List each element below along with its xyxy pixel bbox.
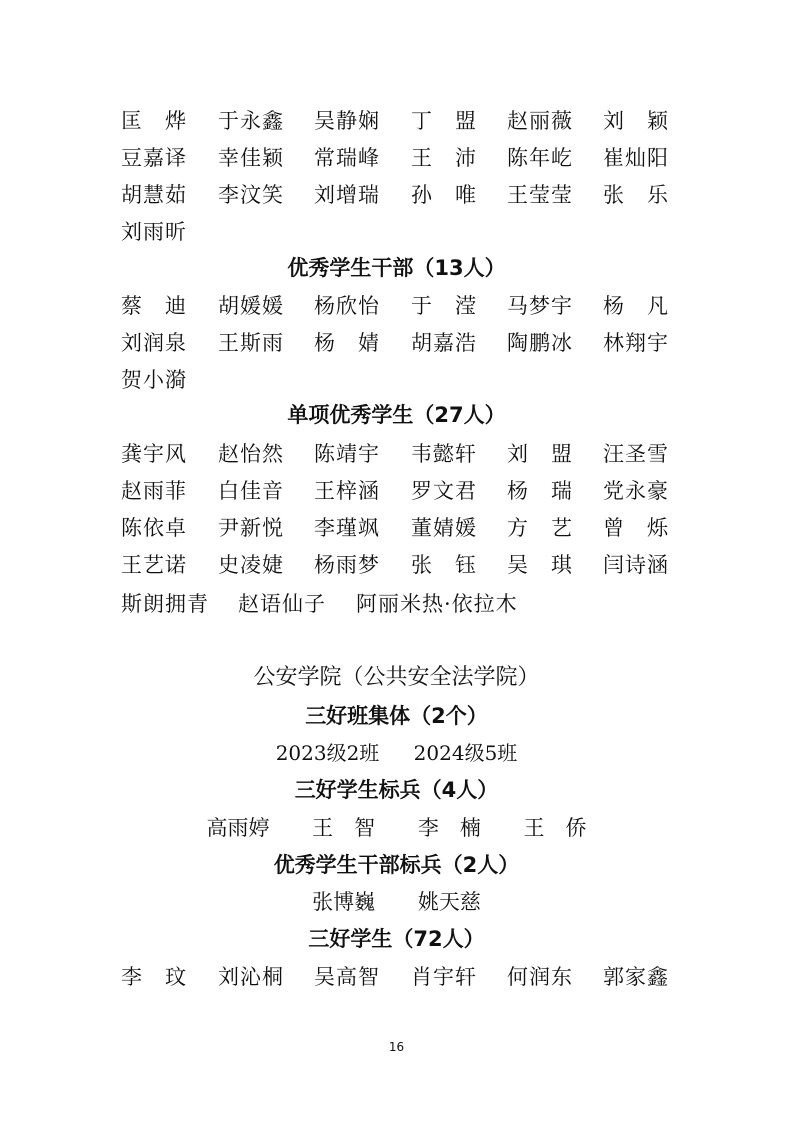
student-name: 罗文君 <box>411 479 477 503</box>
name-row <box>0 176 793 214</box>
student-name: 李 玟 <box>121 965 187 989</box>
student-name: 王 侨 <box>523 816 587 840</box>
student-name: 赵怡然 <box>218 442 284 466</box>
model-name-list <box>0 810 793 846</box>
student-name: 姚天慈 <box>417 890 481 914</box>
student-name: 白佳音 <box>218 479 284 503</box>
class-item: 2023级2班 <box>275 741 380 765</box>
student-name: 林翔宇 <box>603 331 669 355</box>
student-name: 胡媛媛 <box>218 294 284 318</box>
name-row <box>0 102 793 140</box>
name-row <box>0 213 793 251</box>
student-name: 贺小漪 <box>121 368 187 392</box>
section-heading-cadre: 优秀学生干部（13人） <box>287 256 506 280</box>
student-name: 韦懿轩 <box>411 442 477 466</box>
student-name: 杨雨梦 <box>314 553 380 577</box>
student-name: 王 沛 <box>411 146 477 170</box>
student-name: 杨 瑞 <box>507 479 573 503</box>
student-name: 方 艺 <box>507 516 573 540</box>
cadre-model-name-list <box>0 884 793 920</box>
section-heading-model: 三好学生标兵（4人） <box>294 778 499 802</box>
section-heading-single: 单项优秀学生（27人） <box>287 403 506 427</box>
student-name: 幸佳颖 <box>218 146 284 170</box>
student-name: 崔灿阳 <box>603 146 669 170</box>
name-row <box>0 472 793 510</box>
student-name: 马梦宇 <box>507 294 573 318</box>
student-name: 王莹莹 <box>507 183 573 207</box>
student-name: 匡 烨 <box>121 109 187 133</box>
name-row <box>0 324 793 362</box>
student-name: 张 乐 <box>603 183 669 207</box>
student-name: 陈年屹 <box>507 146 573 170</box>
student-name: 高雨婷 <box>206 816 270 840</box>
student-name: 刘 颖 <box>603 109 669 133</box>
student-name: 孙 唯 <box>411 183 477 207</box>
name-row <box>0 585 793 623</box>
student-name: 王梓涵 <box>314 479 380 503</box>
student-name: 何润东 <box>507 965 573 989</box>
student-name: 杨 婧 <box>314 331 380 355</box>
college-title: 公安学院（公共安全法学院） <box>253 665 540 690</box>
student-name: 曾 烁 <box>603 516 669 540</box>
name-row <box>0 958 793 996</box>
student-name: 张博巍 <box>312 890 376 914</box>
student-name: 闫诗涵 <box>603 553 669 577</box>
name-row <box>0 509 793 547</box>
student-name: 胡嘉浩 <box>411 331 477 355</box>
student-name: 赵雨菲 <box>121 479 187 503</box>
student-name: 丁 盟 <box>411 109 477 133</box>
student-name: 刘 盟 <box>507 442 573 466</box>
student-name: 刘雨昕 <box>121 220 187 244</box>
student-name: 史凌婕 <box>218 553 284 577</box>
student-name: 党永豪 <box>603 479 669 503</box>
student-name: 吴静娴 <box>314 109 380 133</box>
student-name: 陶鹏冰 <box>507 331 573 355</box>
section-heading-three-good: 三好学生（72人） <box>308 927 485 951</box>
student-name: 斯朗拥青 <box>121 592 209 616</box>
student-name: 于 滢 <box>411 294 477 318</box>
student-name: 汪圣雪 <box>603 442 669 466</box>
student-name: 陈靖宇 <box>314 442 380 466</box>
student-name: 赵语仙子 <box>238 592 326 616</box>
student-name: 李瑾飒 <box>314 516 380 540</box>
student-name: 豆嘉译 <box>121 146 187 170</box>
class-item: 2024级5班 <box>413 741 518 765</box>
student-name: 杨 凡 <box>603 294 669 318</box>
student-name: 吴高智 <box>314 965 380 989</box>
student-name: 王艺诺 <box>121 553 187 577</box>
name-row <box>0 139 793 177</box>
student-name: 阿丽米热·依拉木 <box>356 592 518 616</box>
student-name: 李 楠 <box>417 816 481 840</box>
student-name: 董婧媛 <box>411 516 477 540</box>
student-name: 吴 琪 <box>507 553 573 577</box>
name-row <box>0 435 793 473</box>
student-name: 尹新悦 <box>218 516 284 540</box>
student-name: 蔡 迪 <box>121 294 187 318</box>
student-name: 刘增瑞 <box>314 183 380 207</box>
student-name: 王 智 <box>312 816 376 840</box>
student-name: 王斯雨 <box>218 331 284 355</box>
student-name: 刘沁桐 <box>218 965 284 989</box>
student-name: 于永鑫 <box>218 109 284 133</box>
student-name: 李汶笑 <box>218 183 284 207</box>
student-name: 杨欣怡 <box>314 294 380 318</box>
name-row <box>0 287 793 325</box>
class-list <box>0 735 793 771</box>
student-name: 肖宇轩 <box>411 965 477 989</box>
page-number: 16 <box>388 1040 405 1054</box>
student-name: 张 钰 <box>411 553 477 577</box>
student-name: 胡慧茹 <box>121 183 187 207</box>
student-name: 赵丽薇 <box>507 109 573 133</box>
student-name: 常瑞峰 <box>314 146 380 170</box>
name-row <box>0 361 793 399</box>
student-name: 陈依卓 <box>121 516 187 540</box>
section-heading-cadre-model: 优秀学生干部标兵（2人） <box>273 853 520 877</box>
section-heading-class: 三好班集体（2个） <box>305 704 488 728</box>
name-row <box>0 546 793 584</box>
student-name: 龚宇风 <box>121 442 187 466</box>
student-name: 郭家鑫 <box>603 965 669 989</box>
student-name: 刘润泉 <box>121 331 187 355</box>
